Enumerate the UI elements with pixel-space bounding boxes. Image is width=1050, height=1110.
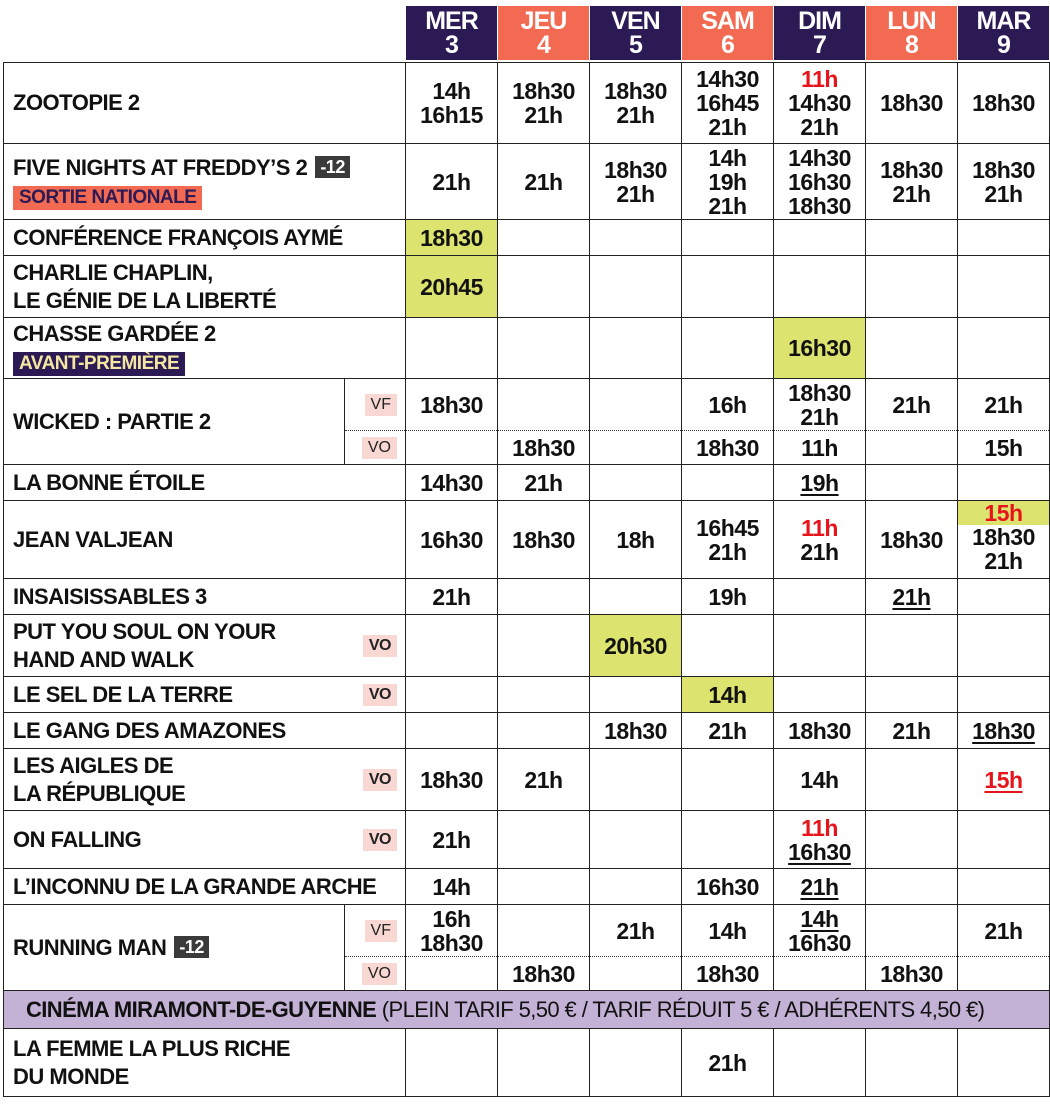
empty-cell xyxy=(498,256,590,318)
empty-cell xyxy=(590,465,682,501)
showtime-cell: 18h30 21h xyxy=(958,144,1050,220)
empty-cell xyxy=(590,431,682,465)
film-row-aigles xyxy=(4,749,1050,811)
day-number: 4 xyxy=(537,31,550,59)
showtime-cell-highlight: 14h xyxy=(682,677,774,713)
day-label: MER xyxy=(425,7,478,35)
day-label: LUN xyxy=(887,7,936,35)
vo-tag: VO xyxy=(363,769,397,791)
showtime-cell: 14h 19h 21h xyxy=(682,144,774,220)
cinema-tarifs: (PLEIN TARIF 5,50 € / TARIF RÉDUIT 5 € / ADHÉRENTS 4,50 €) xyxy=(381,996,985,1022)
showtime-cell: 14h30 xyxy=(406,465,498,501)
empty-cell xyxy=(866,220,958,256)
empty-cell xyxy=(590,1029,682,1097)
film-title-line: DU MONDE xyxy=(13,1063,129,1089)
day-header-mer xyxy=(406,6,497,60)
empty-cell xyxy=(774,256,866,318)
empty-cell xyxy=(590,811,682,869)
showtime-cell: 11h 14h30 21h xyxy=(774,63,866,144)
day-number: 9 xyxy=(997,31,1010,59)
film-title: WICKED : PARTIE 2 xyxy=(4,379,345,465)
day-header-ven xyxy=(590,6,681,60)
showtime-cell: 21h xyxy=(590,905,682,957)
empty-cell xyxy=(590,318,682,379)
empty-cell xyxy=(958,811,1050,869)
empty-cell xyxy=(682,220,774,256)
film-row-conference xyxy=(4,220,1050,256)
avant-premiere-tag: AVANT-PREMIÈRE xyxy=(13,352,185,376)
empty-cell xyxy=(866,318,958,379)
showtime-cell: 21h xyxy=(406,579,498,615)
empty-cell xyxy=(406,957,498,991)
sortie-nationale-tag: SORTIE NATIONALE xyxy=(13,186,202,210)
showtime-cell: 18h30 xyxy=(498,501,590,579)
empty-cell xyxy=(958,677,1050,713)
showtime-cell: 21h xyxy=(958,905,1050,957)
film-title: LE GANG DES AMAZONES xyxy=(4,713,406,749)
empty-cell xyxy=(682,256,774,318)
day-label: SAM xyxy=(701,7,754,35)
empty-cell xyxy=(406,431,498,465)
film-row-insaisissables xyxy=(4,579,1050,615)
film-title: CONFÉRENCE FRANÇOIS AYMÉ xyxy=(4,220,406,256)
day-header-lun xyxy=(866,6,957,60)
showtime-cell: 14h 16h30 xyxy=(774,905,866,957)
day-header-mar xyxy=(958,6,1049,60)
showtime-cell: 18h30 xyxy=(958,713,1050,749)
empty-cell xyxy=(590,379,682,431)
showtime-cell: 21h xyxy=(774,869,866,905)
empty-cell xyxy=(498,615,590,677)
showtime-cell: 21h xyxy=(866,713,958,749)
empty-cell xyxy=(406,318,498,379)
empty-cell xyxy=(590,749,682,811)
empty-cell xyxy=(774,957,866,991)
empty-cell xyxy=(958,220,1050,256)
empty-cell xyxy=(958,869,1050,905)
showtime-cell: 14h30 16h45 21h xyxy=(682,63,774,144)
empty-cell xyxy=(498,579,590,615)
film-title-cell xyxy=(4,615,406,677)
showtime-cell-highlight: 20h30 xyxy=(590,615,682,677)
showtime-cell: 16h30 xyxy=(406,501,498,579)
film-row-chasse xyxy=(4,318,1050,379)
day-label: VEN xyxy=(611,7,660,35)
showtime-cell: 16h xyxy=(682,379,774,431)
day-header-dim xyxy=(774,6,865,60)
empty-cell xyxy=(866,1029,958,1097)
vo-tag: VO xyxy=(363,829,397,851)
day-header-sam xyxy=(682,6,773,60)
empty-cell xyxy=(866,677,958,713)
empty-cell xyxy=(590,220,682,256)
showtime-cell: 18h30 xyxy=(498,957,590,991)
day-label: DIM xyxy=(798,7,841,35)
film-row-valjean xyxy=(4,501,1050,579)
film-title-line: CHARLIE CHAPLIN, xyxy=(13,259,213,285)
showtime-cell-highlight: 16h30 xyxy=(774,318,866,379)
empty-cell xyxy=(866,749,958,811)
vo-tag: VO xyxy=(363,635,397,657)
showtime-cell: 15h 18h30 21h xyxy=(958,501,1050,579)
showtime-cell: 18h30 xyxy=(590,713,682,749)
empty-cell xyxy=(406,1029,498,1097)
film-title: RUNNING MAN xyxy=(13,934,167,960)
showtime-cell: 16h45 21h xyxy=(682,501,774,579)
showtime-cell: 21h xyxy=(866,579,958,615)
film-row-putsoul xyxy=(4,615,1050,677)
empty-cell xyxy=(406,677,498,713)
film-row-femme xyxy=(4,1029,1050,1097)
empty-cell xyxy=(774,220,866,256)
showtime-cell: 21h xyxy=(958,379,1050,431)
showtime-cell: 11h 16h30 xyxy=(774,811,866,869)
empty-cell xyxy=(958,957,1050,991)
showtime-cell: 18h30 21h xyxy=(498,63,590,144)
film-title: FIVE NIGHTS AT FREDDY’S 2 xyxy=(13,154,308,180)
empty-cell xyxy=(958,579,1050,615)
film-title-cell xyxy=(4,811,406,869)
showtime-cell: 18h30 xyxy=(682,431,774,465)
film-row-falling xyxy=(4,811,1050,869)
version-cell xyxy=(345,957,406,991)
showtime-cell: 21h xyxy=(498,465,590,501)
film-title-line: HAND AND WALK xyxy=(13,646,194,672)
film-title-line: LA RÉPUBLIQUE xyxy=(13,780,186,806)
showtime-cell: 18h30 xyxy=(406,749,498,811)
empty-cell xyxy=(866,256,958,318)
version-cell xyxy=(345,431,406,465)
empty-cell xyxy=(498,869,590,905)
film-row-inconnu xyxy=(4,869,1050,905)
showtime-cell: 18h30 xyxy=(958,63,1050,144)
empty-cell xyxy=(590,579,682,615)
schedule-table xyxy=(3,62,1050,1097)
film-title: JEAN VALJEAN xyxy=(4,501,406,579)
showtime-cell: 18h30 xyxy=(866,63,958,144)
empty-cell xyxy=(498,318,590,379)
vo-tag: VO xyxy=(362,963,397,985)
empty-cell xyxy=(406,615,498,677)
empty-cell xyxy=(498,220,590,256)
film-title: CHASSE GARDÉE 2 xyxy=(13,321,216,346)
showtime-cell: 15h xyxy=(958,431,1050,465)
empty-cell xyxy=(774,677,866,713)
empty-cell xyxy=(498,379,590,431)
empty-cell xyxy=(774,615,866,677)
showtime-cell: 14h xyxy=(406,869,498,905)
empty-cell xyxy=(590,256,682,318)
film-title-cell xyxy=(4,1029,406,1097)
empty-cell xyxy=(958,1029,1050,1097)
showtime-cell: 18h30 xyxy=(866,957,958,991)
showtime-cell: 18h30 xyxy=(866,501,958,579)
showtime-cell: 14h xyxy=(682,905,774,957)
empty-cell xyxy=(958,615,1050,677)
day-label: MAR xyxy=(976,7,1031,35)
showtime-cell: 21h xyxy=(498,144,590,220)
empty-cell xyxy=(498,677,590,713)
empty-cell xyxy=(774,1029,866,1097)
showtime-cell: 14h 16h15 xyxy=(406,63,498,144)
showtime-cell: 21h xyxy=(682,1029,774,1097)
day-number: 7 xyxy=(813,31,826,59)
showtime-cell: 14h xyxy=(774,749,866,811)
film-title-line: LES AIGLES DE xyxy=(13,752,174,778)
film-title: LA BONNE ÉTOILE xyxy=(4,465,406,501)
film-row-wicked-vf xyxy=(4,379,1050,431)
empty-cell xyxy=(406,713,498,749)
showtime-cell: 18h30 21h xyxy=(866,144,958,220)
showtime-cell: 18h xyxy=(590,501,682,579)
empty-cell xyxy=(866,615,958,677)
film-title-line: LA FEMME LA PLUS RICHE xyxy=(13,1035,291,1061)
film-title: INSAISISSABLES 3 xyxy=(4,579,406,615)
empty-cell xyxy=(682,615,774,677)
empty-cell xyxy=(498,1029,590,1097)
cinema-banner-row xyxy=(4,991,1050,1029)
showtime-cell: 11h 21h xyxy=(774,501,866,579)
film-title: LE SEL DE LA TERRE xyxy=(13,681,233,707)
film-title-cell xyxy=(4,144,406,220)
age-rating-badge: -12 xyxy=(315,156,350,178)
showtime-cell: 19h xyxy=(682,579,774,615)
empty-cell xyxy=(774,579,866,615)
vo-tag: VO xyxy=(363,684,397,706)
film-title: L’INCONNU DE LA GRANDE ARCHE xyxy=(4,869,406,905)
empty-cell xyxy=(866,811,958,869)
showtime-cell: 11h xyxy=(774,431,866,465)
film-row-chaplin xyxy=(4,256,1050,318)
version-cell xyxy=(345,379,406,431)
empty-cell xyxy=(682,749,774,811)
day-number: 8 xyxy=(905,31,918,59)
empty-cell xyxy=(498,713,590,749)
showtime-cell-highlight: 20h45 xyxy=(406,256,498,318)
empty-cell xyxy=(682,318,774,379)
showtime-cell: 21h xyxy=(682,713,774,749)
showtime-cell: 21h xyxy=(406,811,498,869)
empty-cell xyxy=(958,465,1050,501)
film-row-zootopie xyxy=(4,63,1050,144)
empty-cell xyxy=(866,869,958,905)
empty-cell xyxy=(958,318,1050,379)
empty-cell xyxy=(866,905,958,957)
empty-cell xyxy=(866,431,958,465)
showtime-cell: 18h30 21h xyxy=(590,144,682,220)
day-header-jeu xyxy=(498,6,589,60)
showtime-cell: 18h30 xyxy=(406,379,498,431)
day-number: 3 xyxy=(445,31,458,59)
showtime-cell: 18h30 xyxy=(774,713,866,749)
showtime-cell: 16h 18h30 xyxy=(406,905,498,957)
age-rating-badge: -12 xyxy=(174,936,209,958)
vo-tag: VO xyxy=(362,437,397,459)
film-row-running-vf xyxy=(4,905,1050,957)
film-row-fnaf xyxy=(4,144,1050,220)
film-title-line: PUT YOU SOUL ON YOUR xyxy=(13,618,276,644)
showtime-cell: 15h xyxy=(958,749,1050,811)
empty-cell xyxy=(590,957,682,991)
showtime-cell: 14h30 16h30 18h30 xyxy=(774,144,866,220)
showtime-cell: 18h30 21h xyxy=(590,63,682,144)
showtime-cell: 21h xyxy=(498,749,590,811)
film-title-cell xyxy=(4,749,406,811)
vf-tag: VF xyxy=(365,920,397,942)
cinema-banner xyxy=(4,991,1050,1029)
showtime-cell: 21h xyxy=(866,379,958,431)
film-row-amazones xyxy=(4,713,1050,749)
film-title-cell xyxy=(4,905,345,991)
showtime-cell: 18h30 21h xyxy=(774,379,866,431)
film-title: ZOOTOPIE 2 xyxy=(4,63,406,144)
empty-cell xyxy=(958,256,1050,318)
day-label: JEU xyxy=(520,7,567,35)
film-title-cell xyxy=(4,256,406,318)
film-title-cell xyxy=(4,318,406,379)
film-title-cell xyxy=(4,677,406,713)
empty-cell xyxy=(866,465,958,501)
film-title-line: LE GÉNIE DE LA LIBERTÉ xyxy=(13,287,277,313)
empty-cell xyxy=(498,905,590,957)
showtime-cell: 19h xyxy=(774,465,866,501)
day-number: 5 xyxy=(629,31,642,59)
empty-cell xyxy=(682,465,774,501)
day-number: 6 xyxy=(721,31,734,59)
film-title: ON FALLING xyxy=(13,826,142,852)
version-cell xyxy=(345,905,406,957)
showtime-cell: 21h xyxy=(406,144,498,220)
empty-cell xyxy=(498,811,590,869)
showtime-cell: 18h30 xyxy=(498,431,590,465)
empty-cell xyxy=(682,811,774,869)
showtime-cell: 16h30 xyxy=(682,869,774,905)
cinema-name: CINÉMA MIRAMONT-DE-GUYENNE xyxy=(26,996,377,1022)
showtime-cell-highlight: 18h30 xyxy=(406,220,498,256)
empty-cell xyxy=(590,869,682,905)
vf-tag: VF xyxy=(365,394,397,416)
showtime-cell: 18h30 xyxy=(682,957,774,991)
film-row-etoile xyxy=(4,465,1050,501)
film-row-sel xyxy=(4,677,1050,713)
empty-cell xyxy=(590,677,682,713)
